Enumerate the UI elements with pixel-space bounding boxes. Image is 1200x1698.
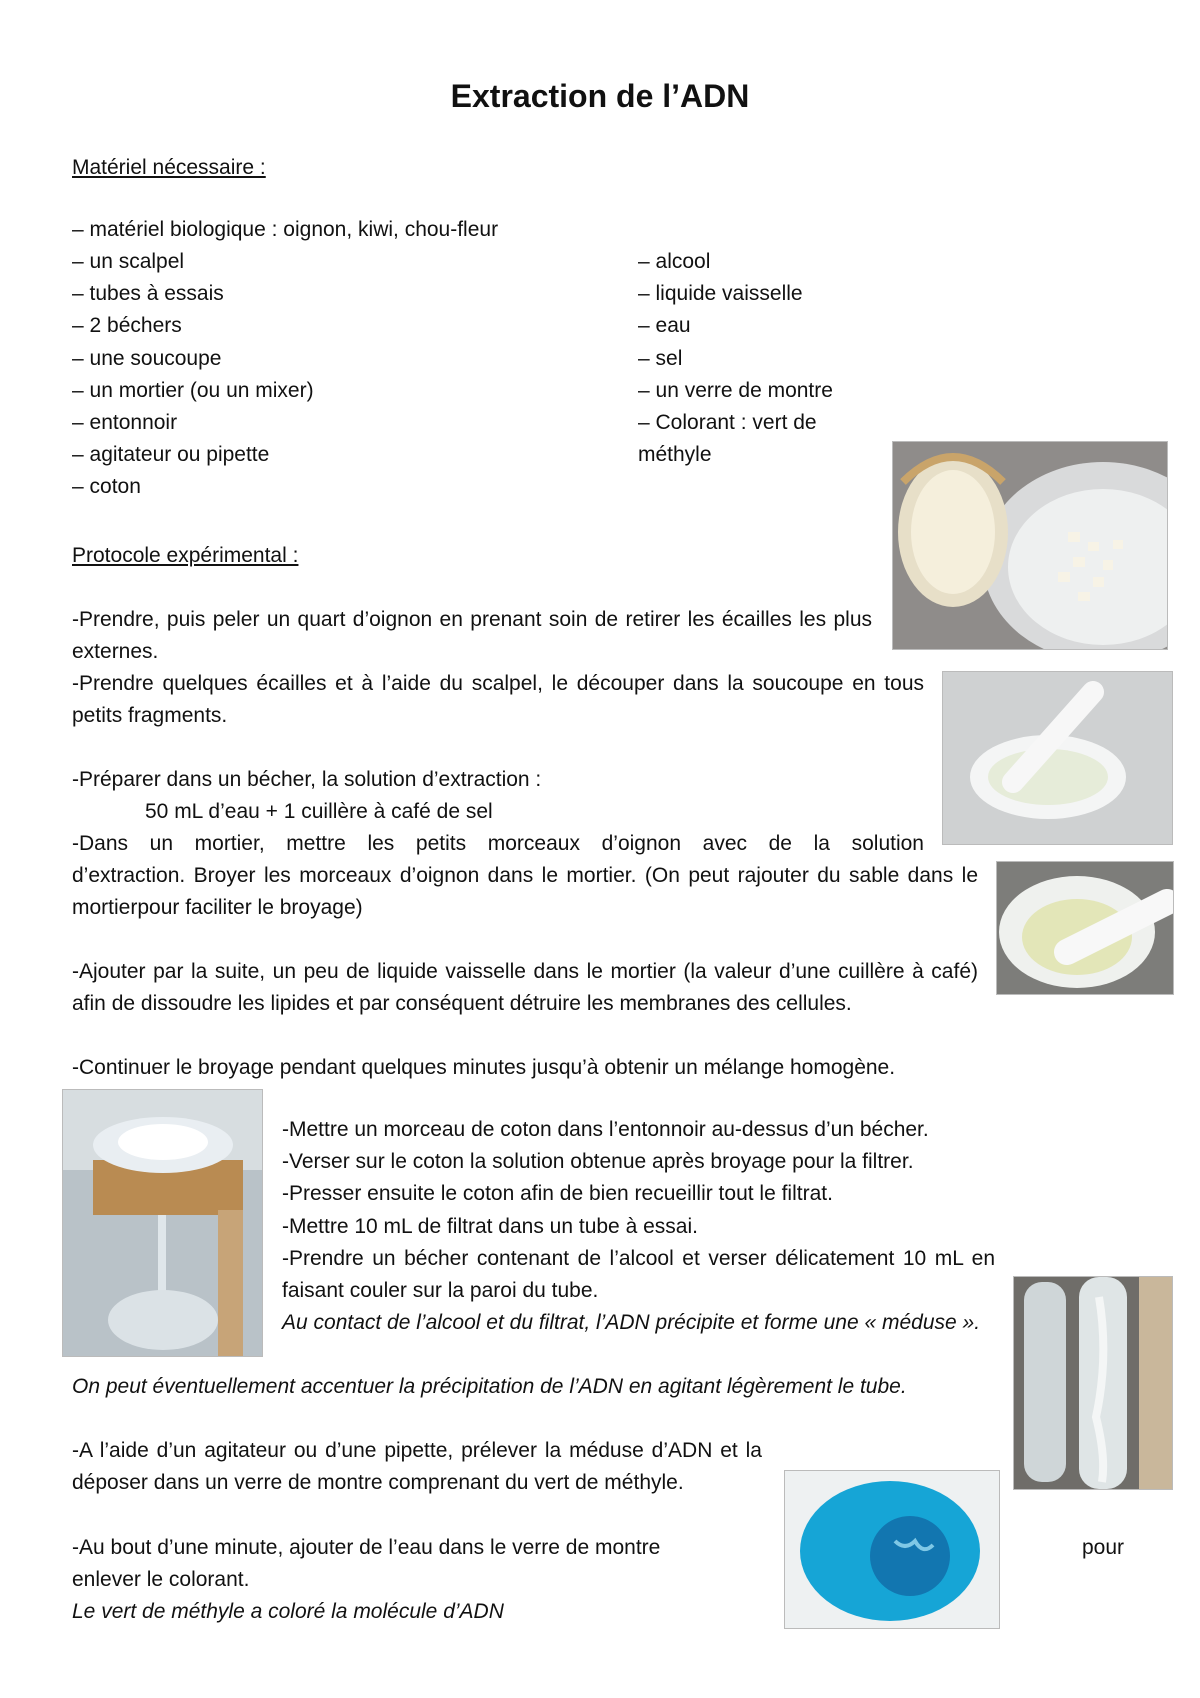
step-continuer: -Continuer le broyage pendant quelques minutes jusqu’à obtenir un mélange homogène. [72,1056,896,1079]
list-item: -Presser ensuite le coton afin de bien recueillir tout le filtrat. [282,1182,833,1206]
list-item: méthyle [638,443,712,467]
list-item: – un scalpel [72,250,185,273]
list-item: – tubes à essais [72,282,224,306]
materiel-right-list [638,246,833,471]
stained-dna-photo [784,1470,1000,1629]
note-meduse: Au contact de l’alcool et du filtrat, l’ADN précipite et forme une « méduse ». [282,1311,981,1334]
list-item: – eau [638,314,691,338]
list-item: – coton [72,475,141,499]
list-item: – 2 béchers [72,314,182,338]
list-item: – un verre de montre [638,378,833,402]
note-agiter: On peut éventuellement accentuer la précipitation de l’ADN en agitant légèrement le tube. [72,1375,907,1398]
step-liquide-vaisselle: -Ajouter par la suite, un peu de liquide vaisselle dans le mortier (la valeur d’une cuillère à café) afin de dissoudre les lipides et par conséquent détruire les membranes des cellules. [72,960,978,1015]
step-mortier-line1: -Dans un mortier, mettre les petits morceaux d’oignon avec de la solution [72,832,924,855]
funnel-filter-photo [62,1089,263,1357]
list-item: – entonnoir [72,411,178,435]
materiel-left-list [72,246,314,504]
onion-photo [892,441,1168,650]
step-solution-recipe: 50 mL d’eau + 1 cuillère à café de sel [145,800,493,823]
step-alcool: -Prendre un bécher contenant de l’alcool et verser délicatement 10 mL en faisant couler sur la paroi du tube. [282,1247,995,1302]
materiel-first-item: – matériel biologique : oignon, kiwi, chou-fleur [72,218,499,241]
list-item: – un mortier (ou un mixer) [72,378,314,402]
list-item: – sel [638,346,683,370]
step-eau-pour: pour [1082,1536,1125,1559]
list-item: -Verser sur le coton la solution obtenue après broyage pour la filtrer. [282,1150,914,1174]
conclusion: Le vert de méthyle a coloré la molécule d’ADN [72,1600,504,1623]
step-eau-line1: -Au bout d’une minute, ajouter de l’eau dans le verre de montre [72,1536,661,1559]
protocole-heading: Protocole expérimental : [72,544,299,567]
materiel-heading: Matériel nécessaire : [72,156,266,179]
filter-steps-list [282,1114,929,1243]
step-peler: -Prendre, puis peler un quart d’oignon en prenant soin de retirer les écailles les plus externes. [72,608,872,663]
step-broyer: d’extraction. Broyer les morceaux d’oignon dans le mortier. (On peut rajouter du sable dans le mortierpour faciliter le broyage) [72,864,978,919]
step-solution: -Préparer dans un bécher, la solution d’extraction : [72,768,542,791]
list-item: -Mettre 10 mL de filtrat dans un tube à essai. [282,1214,698,1238]
list-item: – agitateur ou pipette [72,443,270,467]
list-item: – Colorant : vert de [638,411,817,435]
step-decouper: -Prendre quelques écailles et à l’aide du scalpel, le découper dans la soucoupe en tous petits fragments. [72,672,924,727]
list-item: -Mettre un morceau de coton dans l’entonnoir au-dessus d’un bécher. [282,1118,929,1141]
list-item: – liquide vaisselle [638,282,803,306]
test-tube-photo [1013,1276,1173,1490]
list-item: – alcool [638,250,711,273]
page-title: Extraction de l’ADN [450,78,750,114]
step-eau-line2: enlever le colorant. [72,1568,250,1591]
list-item: – une soucoupe [72,346,222,370]
mortar-liquid-photo [996,861,1174,995]
mortar-photo [942,671,1173,845]
step-pipette: -A l’aide d’un agitateur ou d’une pipette, prélever la méduse d’ADN et la déposer dans un verre de montre comprenant du vert de méthyle. [72,1439,762,1494]
